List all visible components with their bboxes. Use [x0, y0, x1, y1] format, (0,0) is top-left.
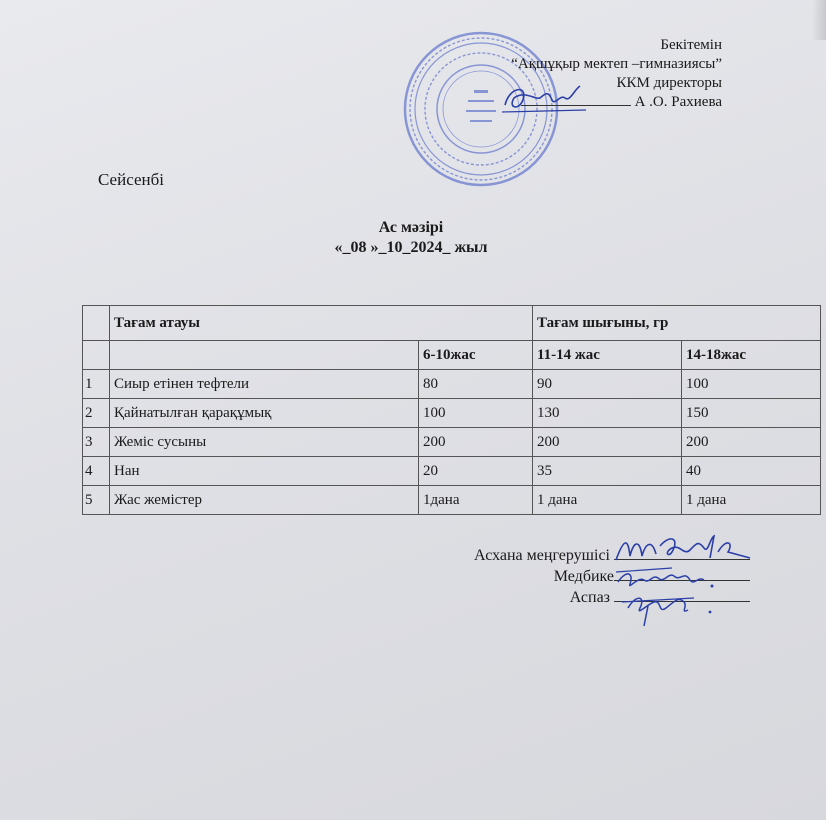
- age-num-cell: [83, 341, 110, 370]
- row-number: 3: [83, 428, 110, 457]
- director-title: ККМ директоры: [616, 75, 722, 91]
- school-name: “Ақшұқыр мектеп –гимназиясы”: [511, 56, 722, 72]
- amount-11-14: 130: [533, 399, 682, 428]
- amount-6-10: 100: [419, 399, 533, 428]
- table-row: [83, 457, 821, 486]
- row-number: 5: [83, 486, 110, 515]
- header-amount: Тағам шығыны, гр: [533, 306, 821, 341]
- amount-6-10: 1дана: [419, 486, 533, 515]
- table-row: [83, 428, 821, 457]
- page-corner-shadow: [812, 0, 826, 40]
- day-of-week: Сейсенбі: [98, 170, 164, 189]
- amount-6-10: 20: [419, 457, 533, 486]
- table-header-row: [83, 306, 821, 341]
- nurse-label: Медбике: [553, 568, 614, 585]
- cook-signature: [618, 588, 718, 628]
- dish-name: Сиыр етінен тефтели: [110, 370, 419, 399]
- age-group-3: 14-18жас: [682, 341, 821, 370]
- amount-11-14: 35: [533, 457, 682, 486]
- age-group-2: 11-14 жас: [533, 341, 682, 370]
- header-num-cell: [83, 306, 110, 341]
- amount-6-10: 80: [419, 370, 533, 399]
- canteen-head-label: Асхана меңгерушісі: [474, 547, 610, 564]
- dish-name: Қайнатылған қарақұмық: [110, 399, 419, 428]
- amount-14-18: 100: [682, 370, 821, 399]
- menu-title: [0, 218, 826, 258]
- table-row: [83, 486, 821, 515]
- amount-11-14: 1 дана: [533, 486, 682, 515]
- dish-name: Жеміс сусыны: [110, 428, 419, 457]
- menu-table: [82, 305, 821, 515]
- cook-label: Аспаз: [569, 589, 610, 606]
- age-group-1: 6-10жас: [419, 341, 533, 370]
- dish-name: Жас жемістер: [110, 486, 419, 515]
- amount-14-18: 150: [682, 399, 821, 428]
- amount-14-18: 200: [682, 428, 821, 457]
- director-signature: [500, 80, 590, 120]
- table-row: [83, 370, 821, 399]
- menu-date: «_08 »_10_2024_ жыл: [334, 239, 488, 256]
- menu-title-text: Ас мәзірі: [378, 219, 444, 236]
- row-number: 2: [83, 399, 110, 428]
- header-dish-name: Тағам атауы: [110, 306, 533, 341]
- table-row: [83, 399, 821, 428]
- amount-11-14: 90: [533, 370, 682, 399]
- amount-14-18: 40: [682, 457, 821, 486]
- row-number: 1: [83, 370, 110, 399]
- table-age-row: [83, 341, 821, 370]
- director-name: А .О. Рахиева: [634, 94, 722, 110]
- amount-14-18: 1 дана: [682, 486, 821, 515]
- amount-6-10: 200: [419, 428, 533, 457]
- dish-name: Нан: [110, 457, 419, 486]
- age-name-cell: [110, 341, 419, 370]
- amount-11-14: 200: [533, 428, 682, 457]
- row-number: 4: [83, 457, 110, 486]
- approval-heading: Бекітемін: [660, 37, 722, 53]
